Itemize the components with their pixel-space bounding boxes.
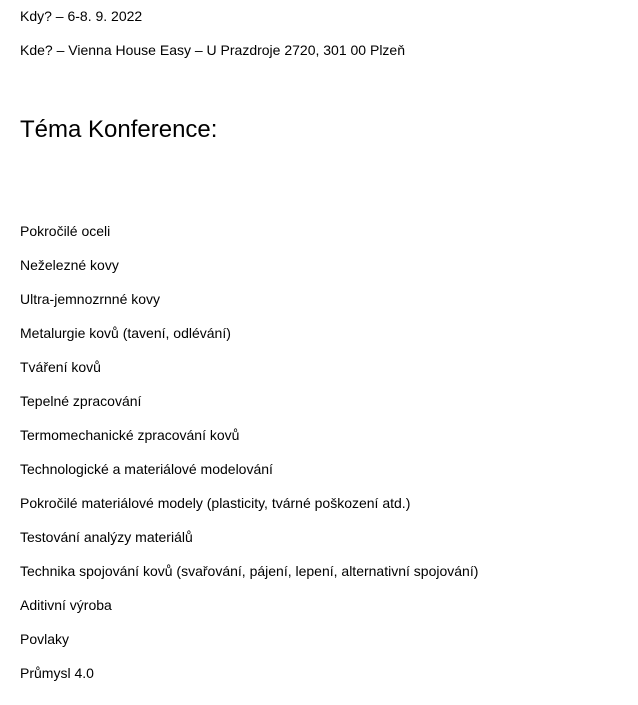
event-venue-line: Kde? – Vienna House Easy – U Prazdroje 2720, 301 00 Plzeň: [20, 42, 405, 58]
topic-item: Technika spojování kovů (svařování, pájení, lepení, alternativní spojování): [20, 563, 479, 579]
event-date-line: Kdy? – 6-8. 9. 2022: [20, 8, 143, 24]
topic-item: Povlaky: [20, 631, 70, 647]
topic-list: [20, 222, 478, 698]
topic-item: Technologické a materiálové modelování: [20, 461, 273, 477]
topic-item: Ultra-jemnozrnné kovy: [20, 291, 161, 307]
topic-item: Testování analýzy materiálů: [20, 529, 193, 545]
topic-item: Pokročilé oceli: [20, 223, 111, 239]
topic-item: Termomechanické zpracování kovů: [20, 427, 240, 443]
conference-topic-heading: Téma Konference:: [20, 116, 218, 143]
topic-item: Aditivní výroba: [20, 597, 112, 613]
topic-item: Průmysl 4.0: [20, 665, 94, 681]
topic-item: Metalurgie kovů (tavení, odlévání): [20, 325, 231, 341]
topic-item: Tváření kovů: [20, 359, 101, 375]
topic-item: Tepelné zpracování: [20, 393, 142, 409]
topic-item: Neželezné kovy: [20, 257, 119, 273]
topic-item: Pokročilé materiálové modely (plasticity, tvárné poškození atd.): [20, 495, 411, 511]
